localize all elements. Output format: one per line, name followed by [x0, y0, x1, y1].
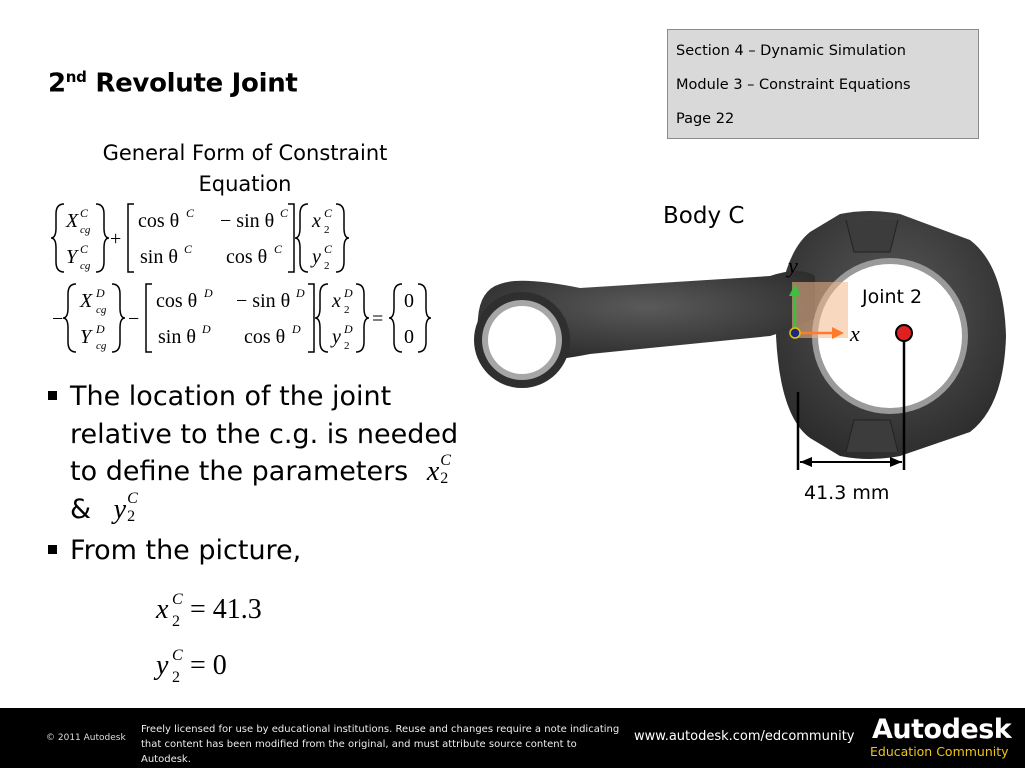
svg-text:cg: cg	[80, 224, 91, 236]
slide-title: 2nd Revolute Joint	[48, 68, 298, 99]
svg-text:sin θ: sin θ	[158, 326, 196, 348]
svg-text:Y: Y	[80, 326, 92, 348]
svg-text:cg: cg	[80, 260, 91, 272]
small-end	[474, 292, 570, 388]
svg-text:D: D	[296, 286, 305, 300]
joint-2-label: Joint 2	[862, 286, 923, 308]
svg-text:−: −	[52, 308, 64, 330]
connecting-rod-figure	[470, 206, 1025, 506]
svg-text:C: C	[80, 206, 89, 220]
svg-text:C: C	[324, 206, 333, 220]
axis-label-y: y	[788, 253, 798, 278]
eq1-vec1-bot: Y	[66, 246, 78, 268]
joint-2-marker	[896, 325, 912, 341]
equation-heading: General Form of Constraint Equation	[102, 141, 388, 196]
bullet-marker	[48, 391, 57, 400]
svg-text:C: C	[80, 242, 89, 256]
svg-text:y: y	[312, 246, 321, 268]
svg-text:cos θ: cos θ	[156, 290, 198, 312]
eq1-vec1-top: X	[66, 210, 79, 232]
svg-text:C: C	[172, 647, 183, 664]
cg-highlight	[792, 282, 848, 338]
svg-text:x: x	[312, 210, 321, 232]
svg-text:C: C	[280, 206, 289, 220]
svg-text:D: D	[204, 286, 213, 300]
autodesk-logo: Autodesk	[872, 714, 1012, 745]
svg-text:=: =	[372, 308, 384, 330]
bullet-marker	[48, 545, 57, 554]
svg-text:C: C	[184, 242, 193, 256]
svg-text:2: 2	[324, 224, 330, 236]
svg-text:cos θ: cos θ	[226, 246, 268, 268]
svg-text:D: D	[344, 322, 353, 336]
dimension-value: 41.3 mm	[804, 482, 890, 504]
svg-text:D: D	[202, 322, 211, 336]
footer-bar	[0, 708, 1025, 768]
bullet-list	[48, 378, 468, 570]
svg-text:C: C	[324, 242, 333, 256]
svg-text:2: 2	[172, 669, 180, 686]
svg-text:cg: cg	[96, 340, 107, 352]
result-y2-value: = 0	[190, 650, 227, 681]
section-label: Section 4 – Dynamic Simulation	[676, 43, 906, 59]
svg-text:2: 2	[172, 613, 180, 630]
constraint-equation-bottom	[50, 280, 435, 356]
svg-text:−: −	[128, 308, 140, 330]
svg-text:cg: cg	[96, 304, 107, 316]
svg-text:cos θ: cos θ	[138, 210, 180, 232]
svg-text:D: D	[292, 322, 301, 336]
bullet-item: From the picture,	[48, 532, 468, 570]
svg-text:− sin θ: − sin θ	[220, 210, 275, 232]
svg-text:sin θ: sin θ	[140, 246, 178, 268]
education-community-label: Education Community	[870, 744, 1009, 759]
svg-text:2: 2	[344, 340, 350, 352]
page-number: Page 22	[676, 111, 735, 127]
axis-label-x: x	[850, 321, 860, 346]
svg-text:C: C	[172, 591, 183, 608]
bullet-item: The location of the joint relative to the c.g. is needed to define the parameters x C 2 & y C 2	[48, 378, 468, 528]
svg-text:− sin θ: − sin θ	[236, 290, 291, 312]
svg-text:X: X	[80, 290, 93, 312]
svg-text:x: x	[156, 594, 169, 625]
license-text: Freely licensed for use by educational institutions. Reuse and changes require a note indicating that content has been modified from the original, and must attribute source content to Autodesk.	[141, 724, 620, 765]
eq1-plus: +	[110, 228, 122, 250]
svg-text:y: y	[156, 650, 169, 681]
constraint-equation-top	[50, 200, 370, 276]
svg-text:C: C	[274, 242, 283, 256]
svg-text:y: y	[332, 326, 341, 348]
svg-text:0: 0	[404, 326, 414, 348]
svg-text:x: x	[332, 290, 341, 312]
svg-text:2: 2	[324, 260, 330, 272]
result-equations	[150, 586, 310, 686]
section-info-box	[667, 29, 979, 139]
svg-text:2: 2	[344, 304, 350, 316]
body-c-label: Body C	[663, 203, 745, 229]
module-label: Module 3 – Constraint Equations	[676, 77, 911, 93]
svg-text:D: D	[96, 322, 105, 336]
svg-text:D: D	[96, 286, 105, 300]
svg-text:C: C	[186, 206, 195, 220]
result-x2-value: = 41.3	[190, 594, 262, 625]
community-link[interactable]: www.autodesk.com/edcommunity	[634, 729, 855, 744]
svg-text:D: D	[344, 286, 353, 300]
svg-text:cos θ: cos θ	[244, 326, 286, 348]
copyright: © 2011 Autodesk	[46, 733, 126, 743]
svg-text:0: 0	[404, 290, 414, 312]
cg-marker	[790, 328, 800, 338]
